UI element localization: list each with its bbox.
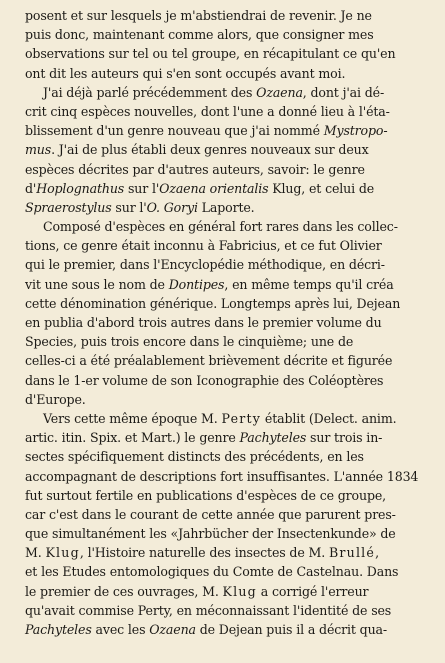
text-segment: tions, ce genre était inconnu à Fabricius, et ce fut Olivier <box>25 238 382 254</box>
text-segment: artic. itin. Spix. et Mart.) le genre <box>25 430 240 446</box>
text-segment: , <box>375 545 379 561</box>
text-line <box>25 64 441 83</box>
text-line <box>25 140 441 159</box>
text-segment: Vers cette même époque M. <box>43 410 222 426</box>
text-segment: fut surtout fertile en publications d'espèces de ce groupe, <box>25 487 387 503</box>
text-segment: , en même temps qu'il créa <box>224 276 394 292</box>
spaced-name: Brullé <box>328 545 376 561</box>
text-segment: sur trois in- <box>306 430 383 446</box>
text-segment: d' <box>25 180 37 196</box>
text-segment: observations sur tel ou tel groupe, en récapitulant ce qu'en <box>25 46 396 62</box>
italic-text: Ozaena <box>256 84 303 100</box>
text-segment: , dont j'ai dé- <box>302 84 385 100</box>
text-line <box>25 543 441 562</box>
text-segment: accompagnant de descriptions fort insuffisantes. L'année 1834 <box>25 468 419 484</box>
text-line <box>25 275 441 294</box>
text-line <box>25 179 441 198</box>
text-line <box>25 428 441 447</box>
text-segment: blissement d'un genre nouveau que j'ai nommé <box>25 123 324 139</box>
text-segment: a corrigé l'erreur <box>256 583 369 599</box>
paragraph <box>25 217 441 409</box>
text-segment: d'Europe. <box>25 391 86 407</box>
text-segment: crit cinq espèces nouvelles, dont l'une a donné lieu à l'éta- <box>25 103 390 119</box>
italic-text: Mystropo- <box>323 123 388 139</box>
text-line <box>25 390 441 409</box>
paragraph <box>25 409 441 639</box>
text-line <box>25 582 441 601</box>
text-segment: Laporte. <box>197 199 255 215</box>
text-segment: sur l' <box>124 180 160 196</box>
text-segment: espèces décrites par d'autres auteurs, savoir: le genre <box>25 161 365 177</box>
text-segment: ont dit les auteurs qui s'en sont occupés avant moi. <box>25 65 346 81</box>
text-line <box>25 524 441 543</box>
text-segment: dans le 1-er volume de son Iconographie des Coléoptères <box>25 372 384 388</box>
text-segment: en publia d'abord trois autres dans le premier volume du <box>25 315 382 330</box>
spaced-name: Klug <box>222 583 257 599</box>
text-line <box>25 217 441 236</box>
text-line <box>25 44 441 63</box>
text-segment: de Dejean puis il a décrit qua- <box>195 622 387 637</box>
text-line <box>25 601 441 620</box>
paragraph <box>25 83 441 217</box>
text-line <box>25 486 441 505</box>
text-segment: M. <box>25 545 46 561</box>
italic-text: mus <box>25 142 52 158</box>
text-segment: Composé d'espèces en général fort rares dans les collec- <box>43 219 398 235</box>
paragraph <box>25 6 441 83</box>
text-segment: J'ai déjà parlé précédemment des <box>43 84 257 100</box>
text-segment: établit (Delect. anim. <box>261 410 397 426</box>
text-line <box>25 121 441 140</box>
text-segment: vit une sous le nom de <box>25 276 169 292</box>
text-line <box>25 562 441 581</box>
text-line <box>25 102 441 121</box>
text-line <box>25 447 441 466</box>
text-segment: celles-ci a été préalablement brièvement décrite et figurée <box>25 353 393 369</box>
text-segment: et les Etudes entomologiques du Comte de Castelnau. Dans <box>25 564 399 580</box>
text-segment: cette dénomination générique. Longtemps après lui, Dejean <box>25 295 401 311</box>
spaced-name: Perty <box>221 410 262 426</box>
spaced-name: Klug <box>45 545 80 561</box>
text-segment: puis donc, maintenant comme alors, que consigner mes <box>25 27 374 43</box>
text-line <box>25 198 441 217</box>
text-line <box>25 332 441 351</box>
italic-text: Dontipes <box>168 276 225 292</box>
text-line <box>25 409 441 428</box>
text-segment: avec les <box>91 622 150 637</box>
italic-text: Spraerostylus <box>25 199 112 215</box>
italic-text: Pachyteles <box>239 430 307 446</box>
text-segment: sur l' <box>111 199 147 215</box>
text-line <box>25 236 441 255</box>
text-line <box>25 351 441 370</box>
text-segment: qui le premier, dans l'Encyclopédie méthodique, en décri- <box>25 257 385 273</box>
text-line <box>25 25 441 44</box>
text-line <box>25 620 441 639</box>
text-line <box>25 313 441 332</box>
text-segment: sectes spécifiquement distincts des précédents, en les <box>25 449 364 465</box>
text-segment: car c'est dans le courant de cette année que parurent pres- <box>25 506 396 522</box>
italic-text: Ozaena orientalis <box>159 180 269 196</box>
italic-text: Hoplognathus <box>36 180 125 196</box>
text-segment: posent et sur lesquels je m'abstiendrai de revenir. Je ne <box>25 8 372 23</box>
italic-text: O. Goryi <box>146 199 198 215</box>
italic-text: Ozaena <box>149 622 196 637</box>
text-line <box>25 160 441 179</box>
text-segment: le premier de ces ouvrages, M. <box>25 583 223 599</box>
text-line <box>25 294 441 313</box>
text-segment: Species, puis trois encore dans le cinquième; une de <box>25 334 354 350</box>
text-line <box>25 6 441 25</box>
text-line <box>25 83 441 102</box>
text-line <box>25 255 441 274</box>
text-segment: , l'Histoire naturelle des insectes de M. <box>79 545 329 561</box>
text-segment: . J'ai de plus établi deux genres nouveaux sur deux <box>51 142 369 158</box>
italic-text: Pachyteles <box>25 622 92 637</box>
text-segment: Klug, et celui de <box>268 180 375 196</box>
text-segment: que simultanément les «Jahrbücher der Insectenkunde» de <box>25 526 396 542</box>
text-segment: qu'avait commise Perty, en méconnaissant l'identité de ses <box>25 602 392 618</box>
text-line <box>25 505 441 524</box>
text-line <box>25 371 441 390</box>
text-line <box>25 467 441 486</box>
